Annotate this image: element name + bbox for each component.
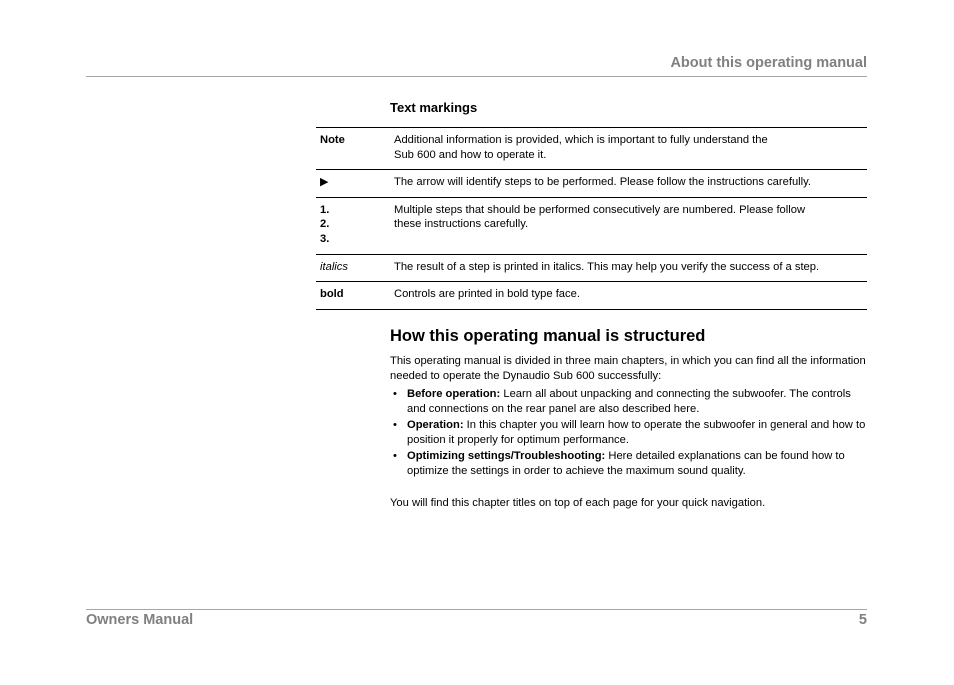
desc-bold: Controls are printed in bold type face.	[394, 288, 580, 300]
structure-section	[390, 326, 867, 511]
table-row	[316, 170, 867, 198]
term-note: Note	[320, 134, 345, 146]
chapter-title: Optimizing settings/Troubleshooting:	[407, 450, 606, 462]
bullet-icon: •	[393, 419, 397, 431]
desc-arrow: The arrow will identify steps to be performed. Please follow the instructions carefully.	[394, 176, 812, 188]
chapter-title: Before operation:	[407, 388, 501, 400]
chapter-title: Operation:	[407, 419, 464, 431]
table-row	[316, 197, 867, 254]
list-item	[390, 387, 867, 416]
structure-intro: This operating manual is divided in three main chapters, in which you can find all the information needed to operate the Dynaudio Sub 600 successfully:	[390, 355, 866, 382]
chapter-list	[390, 387, 867, 478]
desc-note: Additional information is provided, which is important to fully understand the Sub 600 and how to operate it.	[394, 134, 768, 161]
chapter-text: Learn all about unpacking and connecting the subwoofer. The controls and connections on the rear panel are also described here.	[407, 388, 851, 415]
header-rule	[86, 76, 867, 77]
table-row	[316, 282, 867, 310]
bullet-icon: •	[393, 450, 397, 462]
bullet-icon: •	[393, 388, 397, 400]
list-item	[390, 449, 867, 478]
running-header: About this operating manual	[670, 55, 867, 71]
arrow-icon: ▶	[320, 176, 329, 188]
text-markings-heading: Text markings	[390, 100, 478, 115]
chapter-text: In this chapter you will learn how to operate the subwoofer in general and how to position it properly for optimum performance.	[407, 419, 866, 446]
structure-heading: How this operating manual is structured	[390, 327, 706, 345]
table-row	[316, 254, 867, 282]
structure-closing: You will find this chapter titles on top of each page for your quick navigation.	[390, 497, 766, 509]
term-numbered: 1. 2. 3.	[320, 203, 330, 245]
table-row	[316, 128, 867, 170]
footer-title: Owners Manual	[86, 612, 194, 628]
text-markings-table	[316, 127, 867, 310]
term-italics: italics	[320, 260, 348, 273]
desc-italics: The result of a step is printed in italics. This may help you verify the success of a step.	[394, 260, 820, 273]
list-item	[390, 418, 867, 447]
desc-numbered: Multiple steps that should be performed consecutively are numbered. Please follow these instructions carefully.	[394, 203, 806, 230]
page-number: 5	[858, 612, 867, 628]
footer-rule	[86, 609, 867, 610]
chapter-text: Here detailed explanations can be found how to optimize the settings in order to achieve the maximum sound quality.	[407, 450, 845, 477]
term-bold: bold	[320, 288, 344, 300]
